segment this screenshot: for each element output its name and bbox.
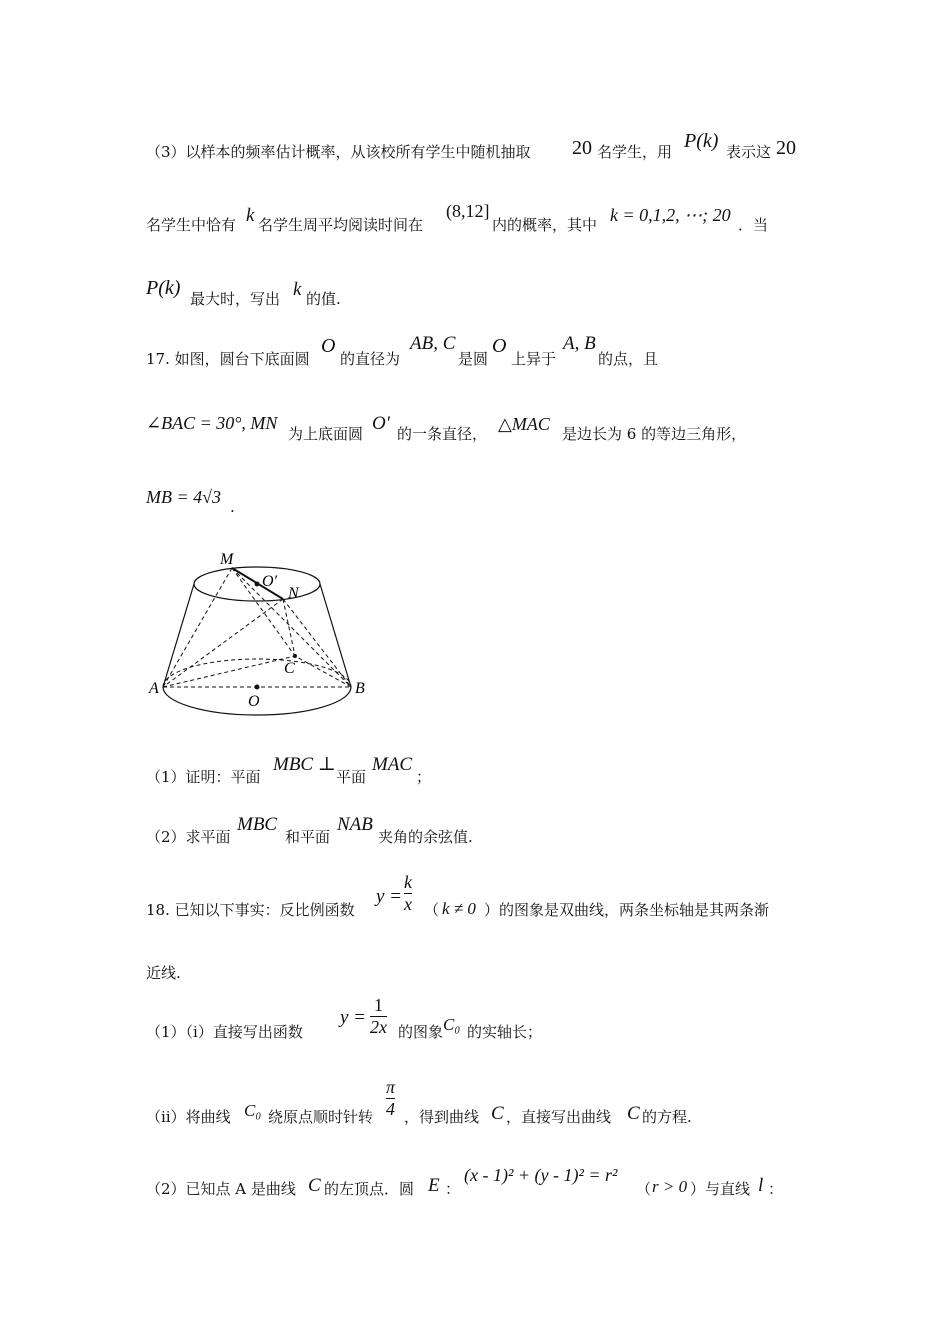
math-C: C (627, 1103, 640, 1124)
fraction-denominator: x (404, 893, 412, 914)
q17-text: （2）求平面 (146, 828, 231, 846)
math-O: O (321, 335, 336, 357)
frustum-figure (140, 546, 380, 736)
q18-text: 的实轴长； (467, 1023, 543, 1041)
fraction-denominator: 4 (386, 1098, 396, 1119)
q17-text: 平面 (336, 768, 367, 786)
q17-text: （1）证明：平面 (146, 768, 261, 786)
q17-text: ； (416, 768, 432, 786)
segment-AC (163, 656, 295, 687)
q18-text: ： (768, 1180, 784, 1198)
fraction-1-over-2x (370, 996, 387, 1037)
math-C0: C₀ (443, 1015, 461, 1034)
label-C: C (284, 660, 295, 677)
q18-text: 的方程. (642, 1108, 692, 1126)
q18-text: （ⅱ）将曲线 (146, 1108, 231, 1126)
math-C: C (491, 1103, 504, 1124)
fraction-pi-over-4 (386, 1078, 395, 1119)
label-A: A (149, 680, 159, 697)
point-C (293, 654, 297, 658)
fraction-denominator: 2x (370, 1016, 387, 1037)
math-NAB: NAB (337, 814, 373, 835)
math-angle: ∠BAC = 30°, MN (146, 413, 278, 433)
q17-text: . (230, 498, 235, 516)
math-y-eq: y = (340, 1007, 367, 1028)
math-y-eq: y = (376, 886, 403, 907)
label-B: B (355, 680, 365, 697)
q18-text: 近线. (146, 964, 181, 982)
fraction-numerator: k (404, 872, 412, 892)
q16-text: ．当 (738, 216, 769, 234)
math-pk: P(k) (146, 277, 181, 299)
bottom-ellipse-back (163, 659, 351, 687)
fraction-numerator: π (386, 1077, 396, 1097)
math-twenty: 20 (776, 137, 796, 159)
q17-text: 是边长为 6 的等边三角形， (562, 425, 747, 443)
math-interval: (8,12] (446, 201, 490, 221)
math-C0: C₀ (244, 1101, 262, 1120)
q18-text: ）与直线 (690, 1180, 751, 1198)
math-O: O (492, 335, 507, 357)
math-l: l (758, 1175, 764, 1196)
math-r-gt-0: r > 0 (652, 1177, 688, 1196)
point-Oprime (255, 582, 260, 587)
q17-text: 的一条直径， (397, 425, 488, 443)
math-E: E (428, 1175, 440, 1196)
q18-text: 的图象 (398, 1023, 444, 1041)
math-pk: P(k) (684, 130, 719, 152)
q16-text: 最大时，写出 (190, 290, 281, 308)
math-C: C (308, 1175, 321, 1196)
q18-text: 18. 已知以下事实：反比例函数 (146, 901, 355, 919)
fraction-k-over-x (404, 873, 412, 914)
label-O: O (248, 693, 260, 710)
label-N: N (288, 585, 299, 602)
math-MBC-perp: MBC ⊥ (273, 754, 336, 775)
point-O (255, 685, 260, 690)
q18-text: ： (445, 1180, 461, 1198)
math-MAC: MAC (372, 754, 413, 775)
label-Oprime: O′ (262, 573, 278, 590)
q18-text: 绕原点顺时针转 (268, 1108, 374, 1126)
label-M: M (220, 551, 234, 568)
q16-text: 内的概率，其中 (492, 216, 598, 234)
math-mb: MB = 4√3 (146, 487, 222, 507)
math-MBC: MBC (237, 814, 278, 835)
math-k-range: k = 0,1,2, ⋯; 20 (610, 205, 731, 225)
math-ABC: AB, C (410, 333, 456, 354)
q17-text: 上异于 (511, 350, 557, 368)
math-circle-equation: (x - 1)² + (y - 1)² = r² (464, 1165, 618, 1185)
q17-text: 17. 如图，圆台下底面圆 (146, 350, 310, 368)
q17-text: 为上底面圆 (288, 425, 364, 443)
math-triangle: △MAC (498, 414, 550, 434)
math-AB: A, B (563, 333, 596, 354)
q18-text: ，直接写出曲线 (506, 1108, 612, 1126)
q18-text: （1）（ⅰ）直接写出函数 (146, 1023, 303, 1041)
q18-text: 的左顶点．圆 (324, 1180, 415, 1198)
segment-NA (163, 599, 283, 687)
q16-text: 名学生周平均阅读时间在 (258, 216, 424, 234)
math-Oprime: O′ (372, 413, 390, 434)
math-k: k (293, 279, 302, 300)
fraction-numerator: 1 (374, 995, 383, 1015)
q16-text: 的值. (306, 290, 341, 308)
math-k: k (246, 205, 255, 226)
q18-text: ，得到曲线 (404, 1108, 480, 1126)
math-k-neq-0: k ≠ 0 (442, 899, 476, 918)
q18-text: （ (424, 901, 440, 919)
q16-text: 表示这 (726, 143, 772, 161)
q16-text: （3）以样本的频率估计概率，从该校所有学生中随机抽取 (146, 143, 531, 161)
q18-text: （2）已知点 A 是曲线 (146, 1180, 296, 1198)
q17-text: 的点，且 (598, 350, 659, 368)
q18-text: ）的图象是双曲线，两条坐标轴是其两条渐 (484, 901, 770, 919)
q17-text: 是圆 (458, 350, 489, 368)
q17-text: 的直径为 (340, 350, 401, 368)
q16-text: 名学生，用 (597, 143, 673, 161)
q18-text: （ (636, 1180, 652, 1198)
q17-text: 夹角的余弦值. (378, 828, 473, 846)
math-twenty: 20 (572, 137, 592, 159)
segment-MA (163, 568, 232, 687)
q17-text: 和平面 (285, 828, 331, 846)
q16-text: 名学生中恰有 (146, 216, 237, 234)
